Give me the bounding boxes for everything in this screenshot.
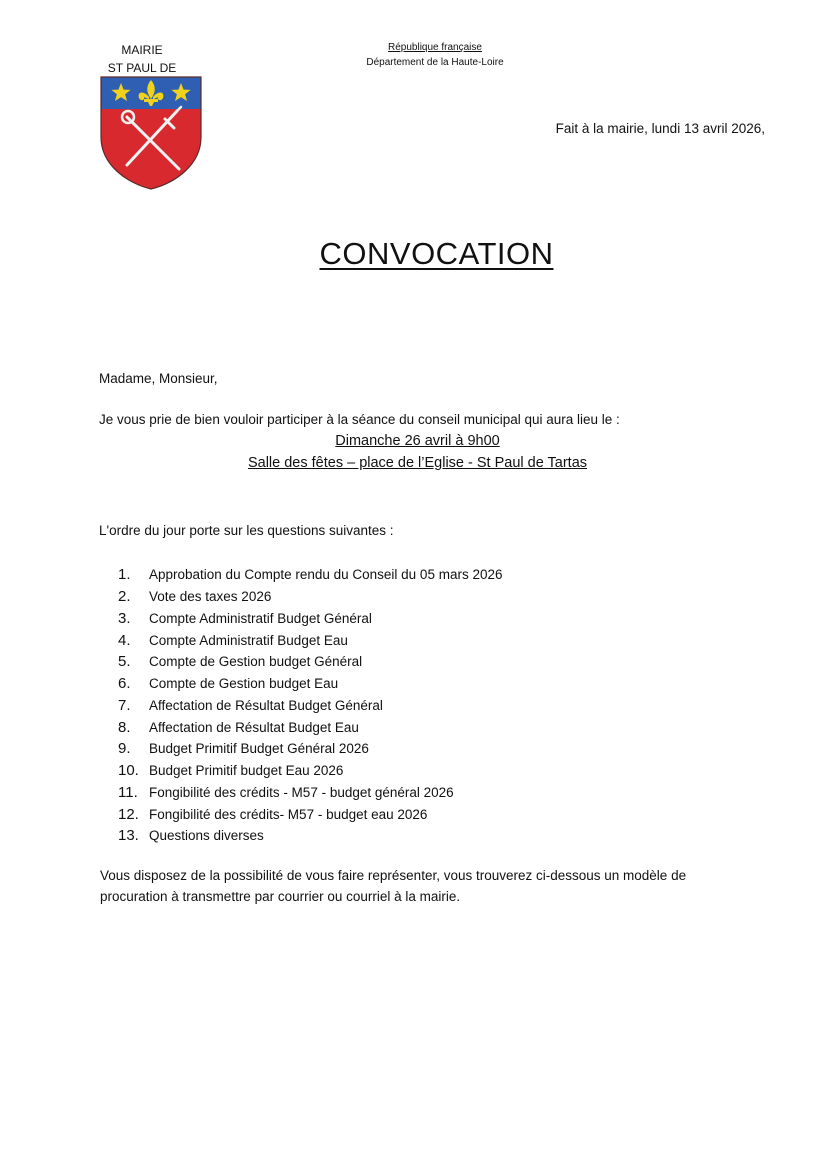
intro-paragraph: Je vous prie de bien vouloir participer à la séance du conseil municipal qui aura lieu le :: [99, 412, 620, 427]
item-number: 8.: [118, 718, 131, 736]
item-number: 10.: [118, 762, 139, 780]
departement-label: Département de la Haute-Loire: [366, 57, 504, 68]
list-item: [118, 716, 502, 738]
item-number: 9.: [118, 740, 131, 758]
item-text: Approbation du Compte rendu du Conseil du 05 mars 2026: [149, 567, 503, 583]
closing-paragraph: [100, 866, 740, 907]
republic-header: [320, 40, 550, 70]
coat-of-arms-icon: [99, 75, 203, 191]
list-item: [118, 782, 502, 804]
agenda-intro: L'ordre du jour porte sur les questions suivantes :: [99, 523, 394, 538]
item-text: Fongibilité des crédits- M57 - budget eau 2026: [149, 806, 428, 822]
item-number: 7.: [118, 696, 131, 714]
agenda-list: [118, 564, 502, 847]
item-text: Compte de Gestion budget Général: [149, 654, 363, 670]
list-item: [118, 629, 502, 651]
item-number: 12.: [118, 805, 139, 823]
closing-line-2: procuration à transmettre par courrier ou courriel à la mairie.: [100, 888, 461, 904]
item-text: Budget Primitif budget Eau 2026: [149, 763, 344, 779]
item-number: 11.: [118, 783, 138, 801]
closing-line-1: Vous disposez de la possibilité de vous faire représenter, vous trouverez ci-dessous un modèle de: [100, 868, 687, 883]
list-item: [118, 586, 502, 608]
item-number: 2.: [118, 588, 131, 606]
list-item: [118, 695, 502, 717]
item-text: Affectation de Résultat Budget Eau: [149, 719, 359, 735]
item-number: 1.: [118, 566, 131, 584]
item-text: Vote des taxes 2026: [149, 589, 272, 605]
page-title: CONVOCATION: [319, 236, 554, 271]
meeting-place: Salle des fêtes – place de l’Eglise - St Paul de Tartas: [247, 455, 588, 471]
item-number: 4.: [118, 631, 131, 649]
item-text: Budget Primitif Budget Général 2026: [149, 741, 369, 757]
item-text: Affectation de Résultat Budget Général: [149, 697, 383, 713]
mairie-label: MAIRIE: [121, 43, 163, 57]
list-item: [118, 608, 502, 630]
item-number: 3.: [118, 609, 131, 627]
item-text: Questions diverses: [149, 828, 264, 844]
republique-label: République française: [388, 42, 482, 53]
list-item: [118, 803, 502, 825]
list-item: [118, 673, 502, 695]
list-item: [118, 760, 502, 782]
item-number: 13.: [118, 827, 139, 845]
crest-field: [99, 109, 203, 191]
item-text: Fongibilité des crédits - M57 - budget général 2026: [149, 784, 454, 800]
list-item: [118, 825, 502, 847]
salutation: Madame, Monsieur,: [99, 371, 218, 386]
commune-name: ST PAUL DE: [107, 61, 177, 75]
list-item: [118, 738, 502, 760]
item-text: Compte de Gestion budget Eau: [149, 676, 339, 692]
item-text: Compte Administratif Budget Général: [149, 610, 372, 626]
item-number: 5.: [118, 653, 131, 671]
item-number: 6.: [118, 675, 131, 693]
date-line: Fait à la mairie, lundi 13 avril 2026,: [555, 121, 765, 136]
list-item: [118, 651, 502, 673]
meeting-date: Dimanche 26 avril à 9h00: [335, 433, 500, 449]
list-item: [118, 564, 502, 586]
item-text: Compte Administratif Budget Eau: [149, 632, 348, 648]
